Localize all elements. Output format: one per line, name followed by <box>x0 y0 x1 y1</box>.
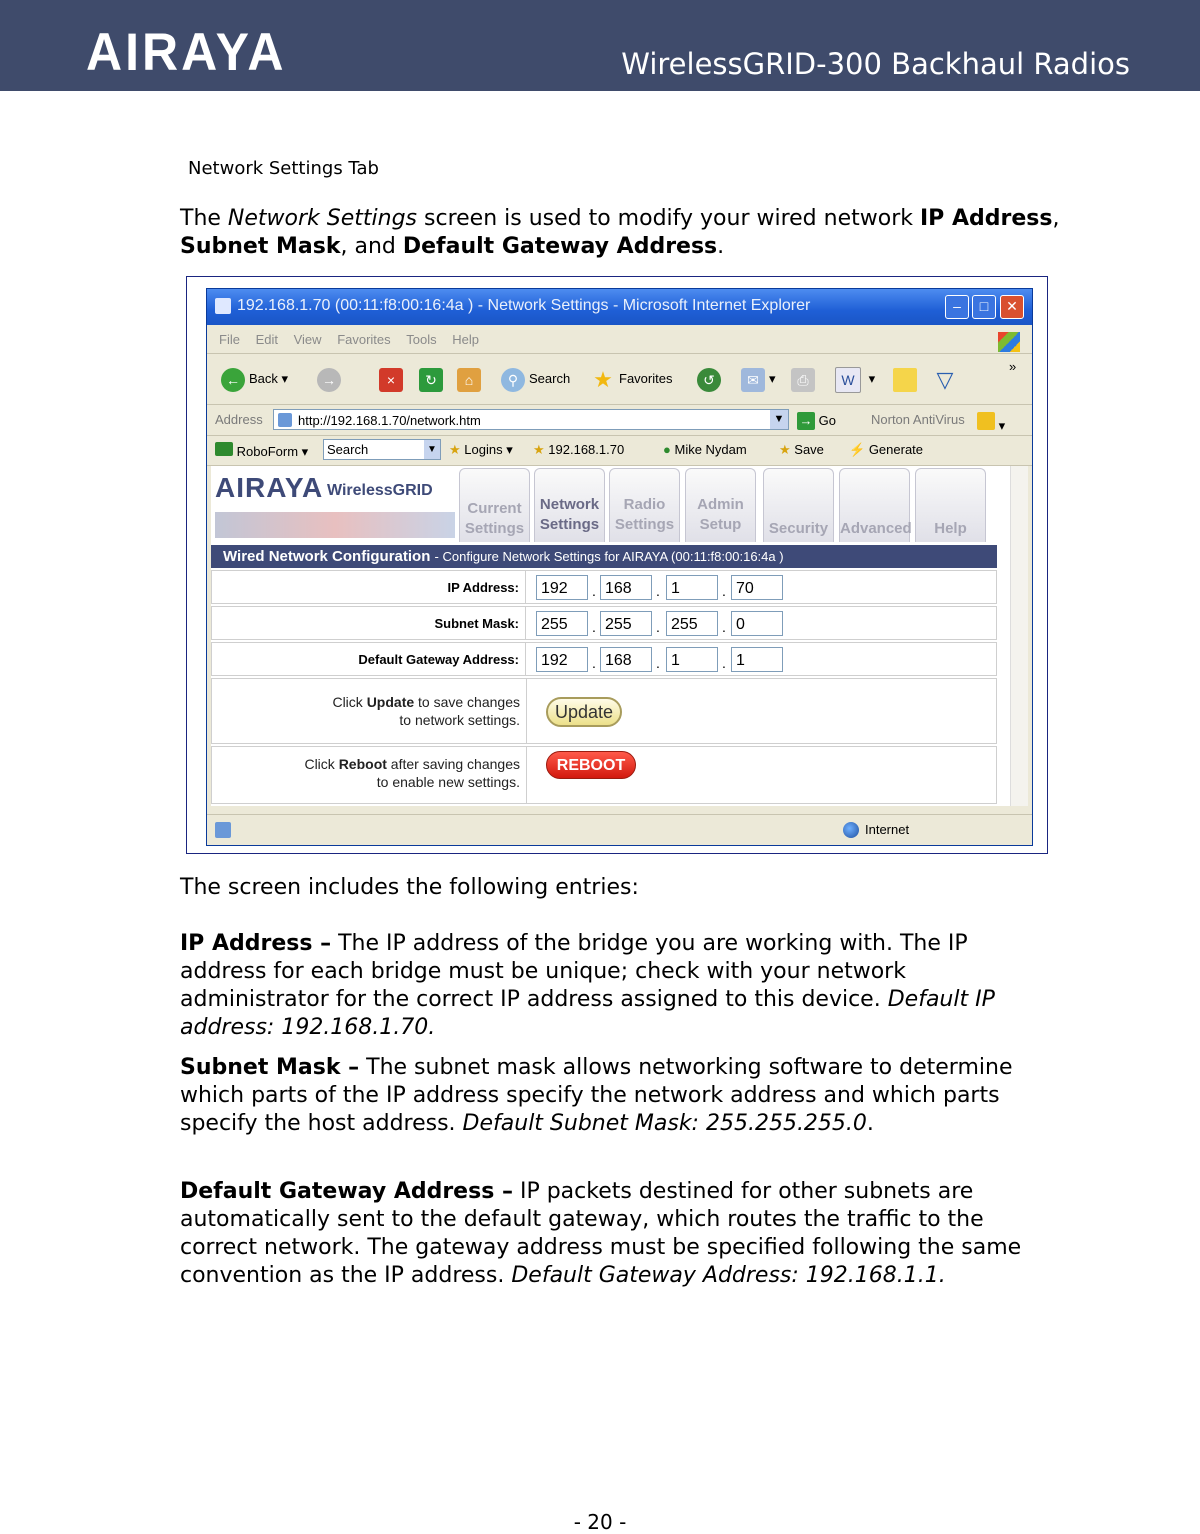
menu-view[interactable]: View <box>293 332 322 347</box>
vertical-scrollbar[interactable] <box>1010 466 1028 806</box>
gateway-row: Default Gateway Address: 192 . 168 . 1 . 1 <box>211 642 997 676</box>
roboform-button[interactable]: RoboForm ▾ <box>215 442 308 460</box>
browser-window <box>206 288 1033 846</box>
logins-icon: ★ <box>449 442 461 457</box>
mask-octet-4[interactable]: 0 <box>731 611 783 636</box>
menu-tools[interactable]: Tools <box>406 332 437 347</box>
printer-icon: ⎙ <box>791 368 815 392</box>
user-identity[interactable]: ● Mike Nydam <box>663 442 747 457</box>
mail-button[interactable]: ✉ ▾ <box>741 366 776 392</box>
update-row <box>211 678 997 744</box>
funnel-icon: ▽ <box>936 366 954 392</box>
ip-address-row: IP Address: 192 . 168 . 1 . 70 <box>211 570 997 604</box>
gw-octet-2[interactable]: 168 <box>600 647 652 672</box>
gateway-label: Default Gateway Address: <box>212 643 526 675</box>
mail-icon: ✉ <box>741 368 765 392</box>
tab-current-settings[interactable]: Current Settings <box>459 468 530 542</box>
airaya-logo: AIRAYA <box>86 22 287 82</box>
reboot-button[interactable]: REBOOT <box>546 751 636 779</box>
subnet-mask-row: Subnet Mask: 255 . 255 . 255 . 0 <box>211 606 997 640</box>
city-skyline-graphic <box>215 512 455 538</box>
toolbar-overflow[interactable]: » <box>1009 359 1017 374</box>
mask-octet-1[interactable]: 255 <box>536 611 588 636</box>
user-icon: ● <box>663 442 671 457</box>
menu-help[interactable]: Help <box>452 332 480 347</box>
word-edit-icon: W <box>835 367 861 393</box>
subnet-mask-label: Subnet Mask: <box>212 607 526 639</box>
maximize-button[interactable]: □ <box>972 295 996 319</box>
product-name: WirelessGRID <box>327 482 433 499</box>
tab-security[interactable]: Security <box>763 468 834 542</box>
menu-favorites[interactable]: Favorites <box>337 332 391 347</box>
windows-logo-icon <box>998 332 1020 352</box>
filter-button[interactable] <box>933 366 961 392</box>
tab-radio-settings[interactable]: Radio Settings <box>609 468 680 542</box>
internet-globe-icon <box>843 822 859 838</box>
save-button[interactable]: ★ Save <box>779 442 824 457</box>
address-label: Address <box>215 412 263 427</box>
tab-admin-setup[interactable]: Admin Setup <box>685 468 756 542</box>
gw-octet-4[interactable]: 1 <box>731 647 783 672</box>
menu-edit[interactable]: Edit <box>255 332 278 347</box>
lightning-icon: ⚡ <box>849 442 866 457</box>
stop-button[interactable] <box>379 366 407 392</box>
close-button[interactable]: ✕ <box>1000 295 1024 319</box>
ip-octet-3[interactable]: 1 <box>666 575 718 600</box>
chevron-down-icon[interactable]: ▼ <box>770 410 788 429</box>
forward-button[interactable] <box>317 366 345 392</box>
gw-octet-3[interactable]: 1 <box>666 647 718 672</box>
go-button[interactable]: → Go <box>797 412 836 430</box>
zone-label: Internet <box>865 822 910 837</box>
tab-help[interactable]: Help <box>915 468 986 542</box>
note-icon <box>893 368 917 392</box>
stop-icon: × <box>379 368 403 392</box>
tab-advanced[interactable]: Advanced <box>839 468 910 542</box>
address-bar <box>207 405 1032 436</box>
search-icon: ⚲ <box>501 368 525 392</box>
update-instructions: Click Update to save changes to network settings. <box>332 694 520 728</box>
home-button[interactable] <box>457 366 485 392</box>
mask-octet-3[interactable]: 255 <box>666 611 718 636</box>
gateway-entry: Default Gateway Address – IP packets destined for other subnets are automatically sent to the default gateway, which routes the traffic to the correct network. The gateway address must be specified following the same convention as the IP address. Default Gateway Address: 192.168.1.1. <box>180 1179 1022 1288</box>
standard-toolbar <box>207 354 1032 405</box>
reboot-row <box>211 746 997 804</box>
generate-button[interactable]: ⚡ Generate <box>849 442 924 457</box>
window-titlebar <box>207 289 1032 325</box>
ip-octet-2[interactable]: 168 <box>600 575 652 600</box>
favorites-star-icon: ★ <box>593 366 613 392</box>
search-button[interactable]: ⚲ Search <box>501 366 570 392</box>
minimize-button[interactable]: – <box>945 295 969 319</box>
entries-intro: The screen includes the following entries: <box>180 875 639 900</box>
norton-icon[interactable]: ▾ <box>977 412 1005 434</box>
ip-octet-4[interactable]: 70 <box>731 575 783 600</box>
history-icon: ↺ <box>697 368 721 392</box>
forward-arrow-icon: → <box>317 368 341 392</box>
ip-octet-1[interactable]: 192 <box>536 575 588 600</box>
airaya-brand: AIRAYA <box>215 472 324 503</box>
ie-page-icon <box>215 298 231 314</box>
edit-button[interactable]: W ▾ <box>835 366 875 392</box>
page-number: - 20 - <box>573 1510 627 1534</box>
ip-bookmark[interactable]: ★ 192.168.1.70 <box>533 442 625 457</box>
intro-paragraph: The Network Settings screen is used to modify your wired network IP Address, Subnet Mask, and Default Gateway Address. <box>180 206 1060 259</box>
gw-octet-1[interactable]: 192 <box>536 647 588 672</box>
roboform-icon <box>215 442 233 456</box>
menu-file[interactable]: File <box>219 332 240 347</box>
header-title: WirelessGRID-300 Backhaul Radios <box>621 47 1130 81</box>
go-arrow-icon: → <box>797 412 815 430</box>
subnet-mask-entry: Subnet Mask – The subnet mask allows networking software to determine which parts of the IP address specify the network address and which parts specify the host address. Default Subnet Mask: 255.255.255.0. <box>180 1055 1013 1136</box>
norton-antivirus[interactable]: Norton AntiVirus <box>871 412 965 427</box>
tab-network-settings[interactable]: Network Settings <box>534 468 605 542</box>
notes-button[interactable] <box>893 366 921 392</box>
address-input[interactable]: http://192.168.1.70/network.htm ▼ <box>273 409 789 430</box>
print-button[interactable] <box>791 366 819 392</box>
roboform-toolbar <box>207 435 1032 466</box>
status-bar <box>207 814 1032 845</box>
window-title: 192.168.1.70 (00:11:f8:00:16:4a ) - Network Settings - Microsoft Internet Explorer <box>237 297 811 314</box>
refresh-button[interactable] <box>419 366 447 392</box>
section-header: Wired Network Configuration - Configure Network Settings for AIRAYA (00:11:f8:00:16:4a ) <box>211 545 997 568</box>
menu-bar <box>207 325 1032 354</box>
roboform-search-input[interactable]: Search ▼ <box>323 439 441 460</box>
page-content <box>211 466 1021 806</box>
figure-caption: Network Settings Tab <box>188 158 379 179</box>
mask-octet-2[interactable]: 255 <box>600 611 652 636</box>
page-header <box>0 0 1200 91</box>
chevron-down-icon[interactable]: ▼ <box>424 440 440 459</box>
logins-button[interactable]: ★ Logins ▾ <box>449 442 513 457</box>
save-icon: ★ <box>779 442 791 457</box>
ip-address-label: IP Address: <box>212 571 526 603</box>
screenshot-figure <box>186 276 1048 854</box>
refresh-icon: ↻ <box>419 368 443 392</box>
history-button[interactable] <box>697 366 725 392</box>
ip-address-entry: IP Address – The IP address of the bridge you are working with. The IP address for each bridge must be unique; check with your network administrator for the correct IP address assigned to this device. Default IP address: 192.168.1.70. <box>180 931 995 1040</box>
update-button[interactable]: Update <box>546 697 622 727</box>
page-icon <box>278 413 292 427</box>
reboot-instructions: Click Reboot after saving changes to enable new settings. <box>304 756 520 790</box>
back-button[interactable]: ← Back ▾ <box>221 366 288 392</box>
home-icon: ⌂ <box>457 368 481 392</box>
bookmark-icon: ★ <box>533 442 545 457</box>
page-status-icon <box>215 822 231 838</box>
back-arrow-icon: ← <box>221 368 245 392</box>
favorites-button[interactable]: ★ Favorites <box>591 366 672 392</box>
